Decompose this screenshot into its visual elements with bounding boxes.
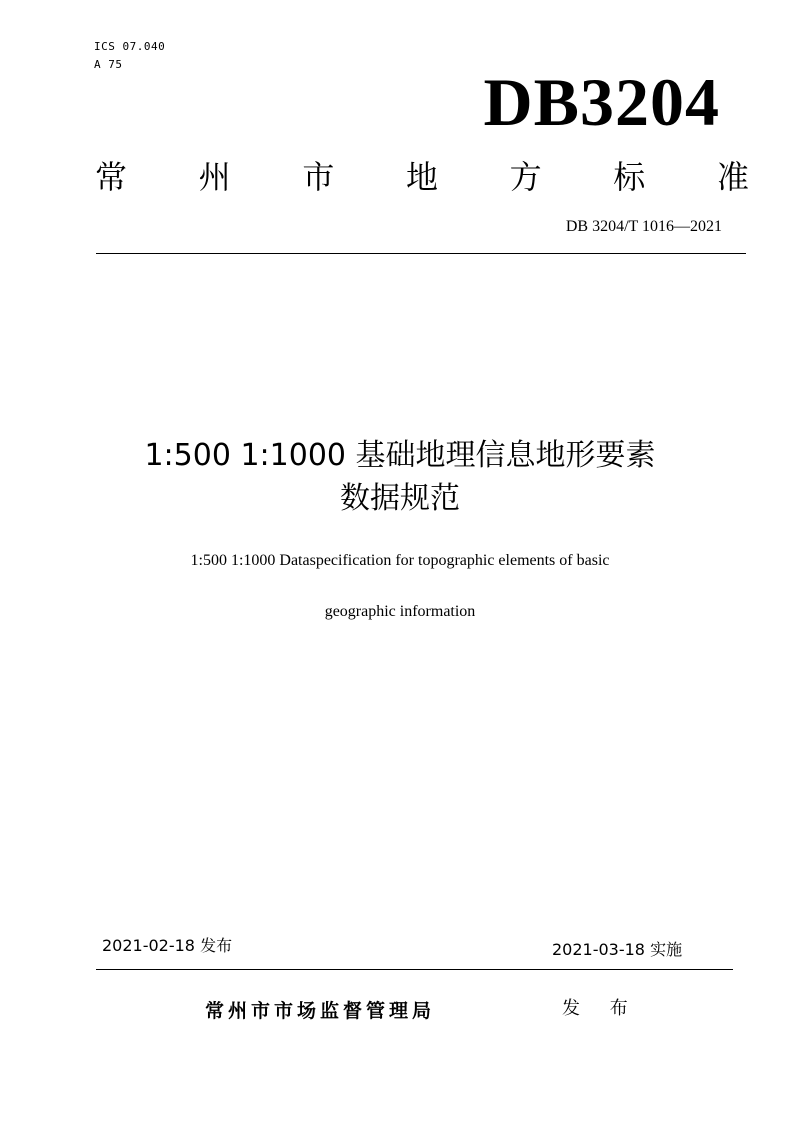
- implement-date: 2021-03-18 实施: [552, 940, 683, 959]
- standard-type-char: 常: [95, 158, 128, 196]
- standard-number: DB 3204/T 1016—2021: [565, 218, 722, 235]
- ccs-code: A 75: [94, 58, 123, 71]
- title-en-line2: geographic information: [324, 603, 476, 620]
- publisher-name: 常州市市场监督管理局: [205, 1000, 436, 1022]
- title-cn-line2: 数据规范: [340, 481, 460, 516]
- standard-type-char: 州: [198, 158, 231, 196]
- ics-code: ICS 07.040: [94, 40, 166, 53]
- standard-type-char: 方: [509, 158, 542, 196]
- standard-type-char: 市: [302, 158, 335, 196]
- standard-code: DB3204: [483, 64, 720, 140]
- footer-divider: [96, 969, 733, 970]
- issue-date: 2021-02-18 发布: [102, 936, 233, 955]
- standard-type: [95, 157, 749, 197]
- standard-type-char: 标: [613, 158, 646, 196]
- publish-label: 发 布: [562, 998, 640, 1019]
- standard-type-char: 准: [716, 158, 749, 196]
- header-divider: [96, 253, 746, 254]
- title-en-line1: 1:500 1:1000 Dataspecification for topographic elements of basic: [190, 552, 610, 569]
- title-cn-line1: 1:500 1:1000 基础地理信息地形要素: [144, 438, 656, 473]
- standard-type-char: 地: [405, 158, 438, 196]
